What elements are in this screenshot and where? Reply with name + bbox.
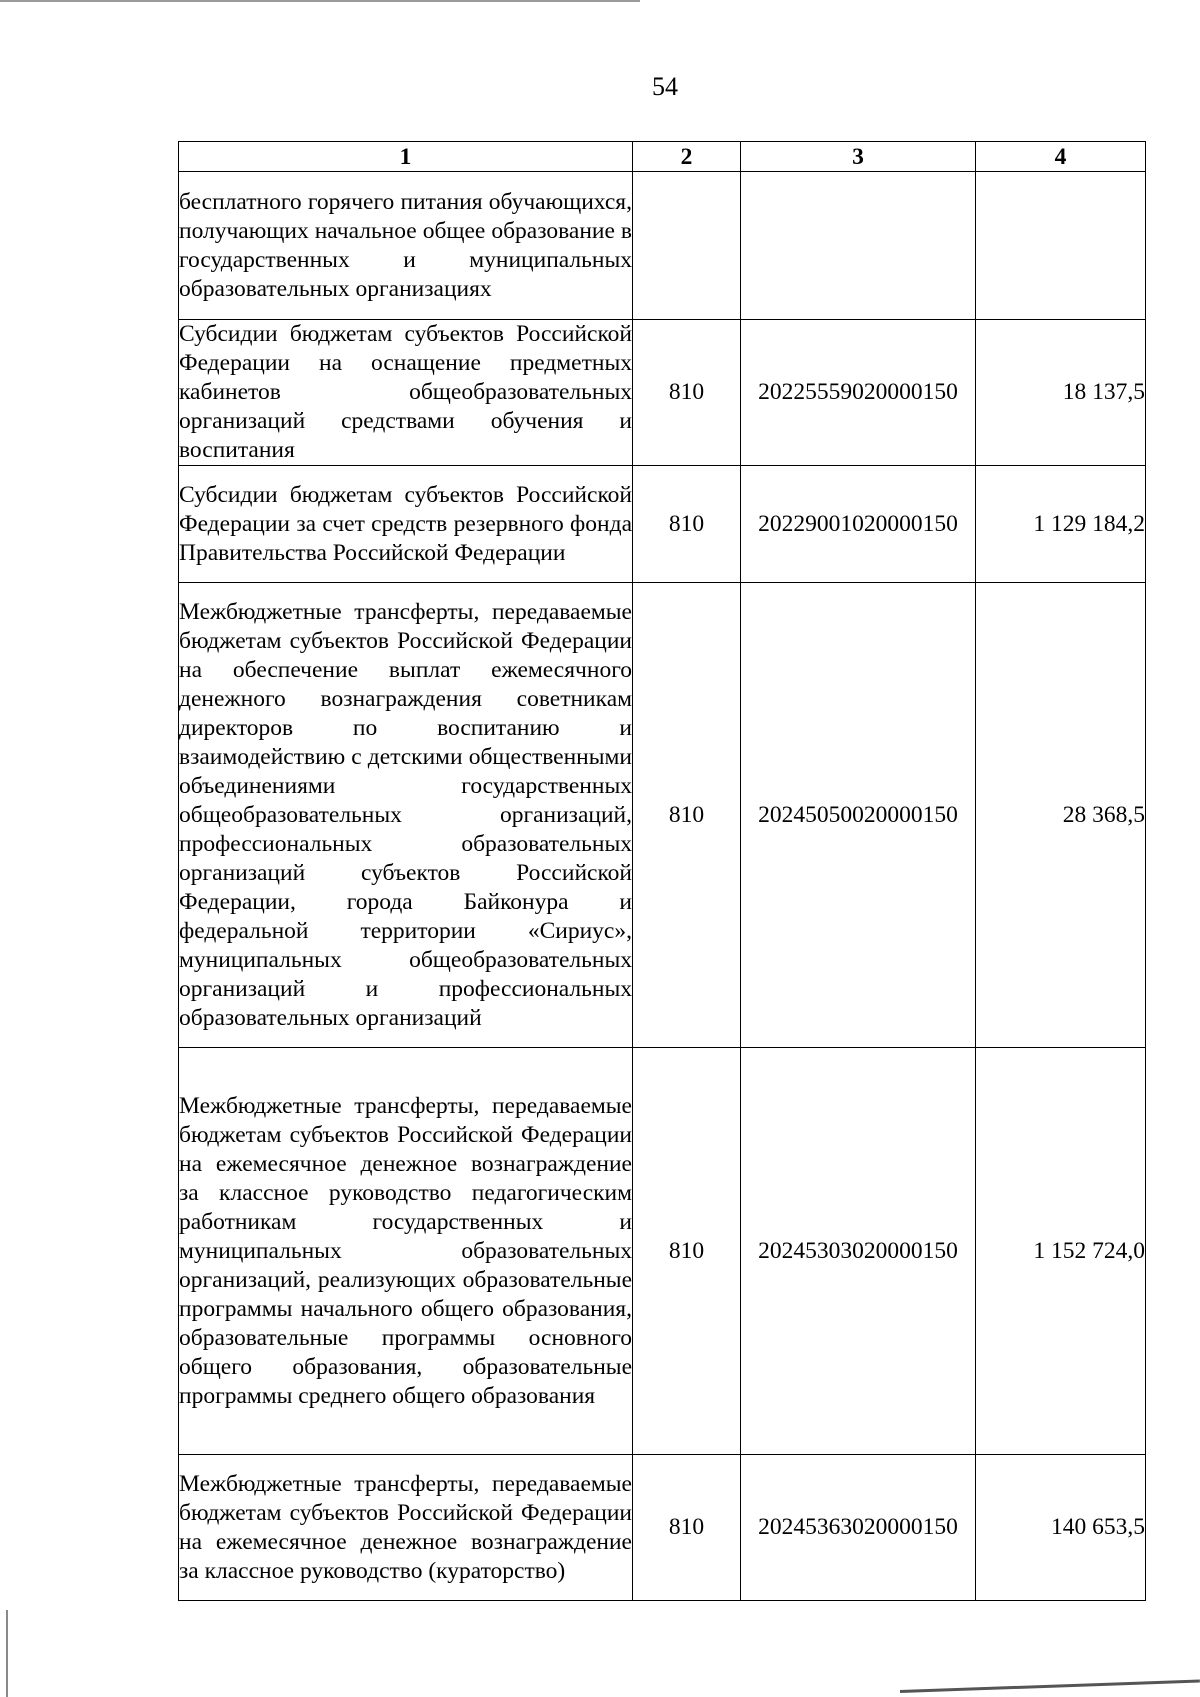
row-amount: 28 368,5 — [976, 583, 1146, 1048]
row-amount: 1 152 724,0 — [976, 1048, 1146, 1455]
row-amount: 18 137,5 — [976, 320, 1146, 466]
table-row — [179, 583, 1146, 1048]
table-row — [179, 1455, 1146, 1601]
header-cell-3: 3 — [741, 142, 976, 172]
table-row — [179, 172, 1146, 320]
scan-artifact-bottom — [900, 1680, 1200, 1693]
row-description: бесплатного горячего питания обучающихся, получающих начальное общее образование в государственных и муниципальных образовательных организациях — [179, 172, 633, 320]
row-admin-code: 810 — [633, 1048, 741, 1455]
row-admin-code: 810 — [633, 583, 741, 1048]
row-budget-code: 20245050020000150 — [741, 583, 976, 1048]
header-cell-1: 1 — [179, 142, 633, 172]
row-admin-code — [633, 172, 741, 320]
row-budget-code: 20245363020000150 — [741, 1455, 976, 1601]
row-admin-code: 810 — [633, 466, 741, 583]
row-description: Субсидии бюджетам субъектов Российской Федерации за счет средств резервного фонда Правительства Российской Федерации — [179, 466, 633, 583]
header-cell-4: 4 — [976, 142, 1146, 172]
header-cell-2: 2 — [633, 142, 741, 172]
row-amount: 140 653,5 — [976, 1455, 1146, 1601]
table-row — [179, 466, 1146, 583]
table-row — [179, 320, 1146, 466]
row-description: Межбюджетные трансферты, передаваемые бюджетам субъектов Российской Федерации на обеспечение выплат ежемесячного денежного вознаграждения советникам директоров по воспитанию и взаимодействию с детскими общественными объединениями государственных общеобразовательных организаций, профессиональных образовательных организаций субъектов Российской Федерации, города Байконура и федеральной территории «Сириус», муниципальных общеобразовательных организаций и профессиональных образовательных организаций — [179, 583, 633, 1048]
row-description: Субсидии бюджетам субъектов Российской Федерации на оснащение предметных кабинетов общеобразовательных организаций средствами обучения и воспитания — [179, 320, 633, 466]
scan-artifact-top — [0, 0, 640, 2]
row-admin-code: 810 — [633, 320, 741, 466]
table-header-row — [179, 142, 1146, 172]
row-amount: 1 129 184,2 — [976, 466, 1146, 583]
row-budget-code: 20225559020000150 — [741, 320, 976, 466]
row-description: Межбюджетные трансферты, передаваемые бюджетам субъектов Российской Федерации на ежемесячное денежное вознаграждение за классное руководство (кураторство) — [179, 1455, 633, 1601]
budget-table — [178, 141, 1146, 1601]
page-number: 54 — [652, 72, 678, 101]
row-admin-code: 810 — [633, 1455, 741, 1601]
row-budget-code — [741, 172, 976, 320]
row-budget-code: 20229001020000150 — [741, 466, 976, 583]
row-amount — [976, 172, 1146, 320]
row-description: Межбюджетные трансферты, передаваемые бюджетам субъектов Российской Федерации на ежемесячное денежное вознаграждение за классное руководство педагогическим работникам государственных и муниципальных образовательных организаций, реализующих образовательные программы начального общего образования, образовательные программы основного общего образования, образовательные программы среднего общего образования — [179, 1048, 633, 1455]
table-row — [179, 1048, 1146, 1455]
scan-artifact-left — [6, 1610, 8, 1697]
row-budget-code: 20245303020000150 — [741, 1048, 976, 1455]
